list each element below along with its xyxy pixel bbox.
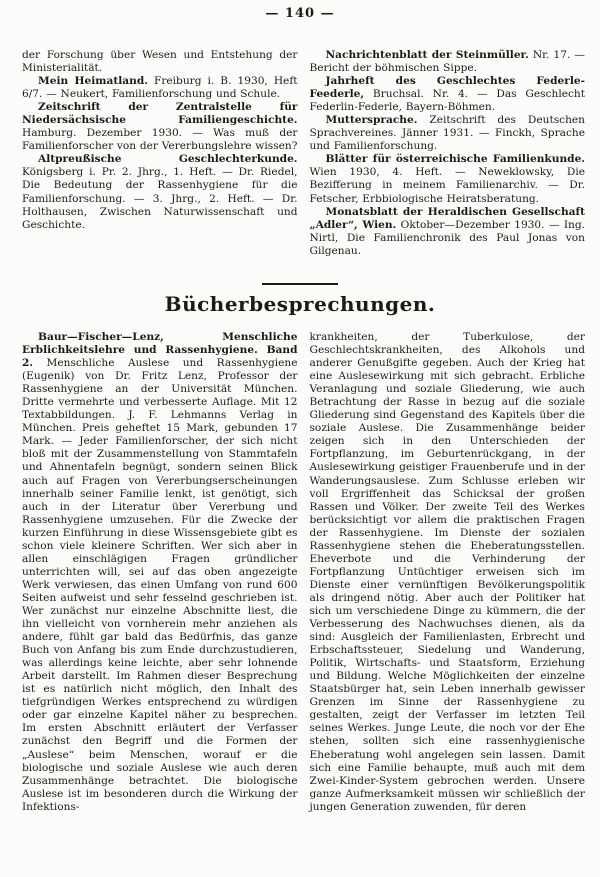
bibliography-entry [22, 101, 298, 153]
bibliography-entry [310, 206, 586, 258]
page-number: — 140 — [265, 6, 335, 21]
bibliography-entry [22, 49, 298, 75]
bibliography-entry [310, 153, 586, 205]
entry-title: Altpreußische Geschlechterkunde. [38, 153, 298, 166]
entry-text: Wien 1930, 4. Heft. — Neweklowsky, Die Bezifferung in meinem Familienarchiv. — Dr. Fetscher, Erbbiologische Heiratsberatung. [309, 166, 585, 205]
bibliography-entry [310, 49, 586, 75]
entry-title: Jahrheft des Geschlechtes Federle-Feederle, [309, 75, 585, 101]
entry-title: Nachrichtenblatt der Steinmüller. [325, 49, 529, 61]
review-title: Baur—Fischer—Lenz, Menschliche Erblichkeitslehre und Rassenhygiene. Band 2. [22, 331, 298, 370]
entry-text: Freiburg i. B. 1930, Heft 6/7. — Neukert, Familienforschung und Schule. [22, 75, 298, 101]
bibliography-entry [22, 75, 298, 101]
entry-text: Nr. 17. — Bericht der böhmischen Sippe. [309, 49, 585, 75]
entry-title: Monatsblatt der Heraldischen Gesellschaft „Adler“, Wien. [309, 205, 585, 231]
review-text-left: Menschliche Auslese und Rassenhygiene (Eugenik) von Dr. Fritz Lenz, Professor der Rassenhygiene an der Universität München. Dritte vermehrte und verbesserte Auflage. Mit 12 Textabbildungen. J. F. Lehmanns Verlag in München. Preis geheftet 15 Mark, gebunden 17 Mark. — Jeder Familienforscher, der sich nicht bloß mit der Zusammenstellung von Stammtafeln und Ahnentafeln begnügt, sondern seinen Blick auch auf Fragen von Vererbungserscheinungen innerhalb seiner Familie lenkt, ist genötigt, sich auch in der Literatur über Vererbung und Rassenhygiene umzusehen. Für die Zwecke der kurzen Einführung in diese Wissensgebiete gibt es schon viele kleinere Schriften. Wer sich aber in allen einschlägigen Fragen gründlicher unterrichten will, sei auf das oben angezeigte Werk verwiesen, das einen Umfang von rund 600 Seiten aufweist und sehr fesselnd geschrieben ist. Wer zunächst nur einzelne Abschnitte liest, die ihn vielleicht von vornherein mehr anziehen als andere, fühlt gar bald das Bedürfnis, das ganze Buch von Anfang bis zum Ende durchzustudieren, was allerdings keine leichte, aber sehr lohnende Arbeit darstellt. Im Rahmen dieser Besprechung ist es natürlich nicht möglich, den Inhalt des tiefgründigen Werkes entsprechend zu würdigen oder gar einzelne Kapitel näher zu besprechen. Im ersten Abschnitt erläutert der Verfasser zunächst den Begriff und die Formen der „Auslese“ beim Menschen, worauf er die biologische und soziale Auslese wie auch deren Zusammenhänge betrachtet. Die biologische Auslese ist im besonderen durch die Wirkung der Infektions- [22, 357, 298, 813]
entry-title: Blätter für österreichische Familienkunde. [325, 153, 585, 166]
entry-text: Königsberg i. Pr. 2. Jhrg., 1. Heft. — Dr. Riedel, Die Bedeutung der Rassenhygiene für die Familienforschung. — 3. Jhrg., 2. Heft. — Dr. Holthausen, Zwischen Naturwissenschaft und Geschichte. [22, 166, 298, 231]
review-text-right: krankheiten, der Tuberkulose, der Geschlechtskrankheiten, des Alkohols und anderer Genußgifte gegeben. Auch der Krieg hat eine Auslesewirkung mit sich gebracht. Erbliche Veranlagung und soziale Gliederung, wie auch Betrachtung der Rasse in bezug auf die soziale Gliederung sind Gegenstand des Kapitels über die soziale Auslese. Die Zusammenhänge beider zeigen sich in den Unterschieden der Fortpflanzung, im Geburtenrückgang, in der Auslesewirkung geistiger Frauenberufe und in der Wanderungsauslese. Zum Schlusse erleben wir voll Ergriffenheit das Schicksal der großen Rassen und Völker. Der zweite Teil des Werkes berücksichtigt vor allem die praktischen Fragen der Rassenhygiene. Im Dienste der sozialen Rassenhygiene stehen die Eheberatungsstellen. Eheverbote und die Verhinderung der Fortpflanzung Untüchtiger erweisen sich im Dienste einer vernünftigen Bevölkerungspolitik als dringend nötig. Aber auch der Politiker hat sich um verschiedene Dinge zu kümmern, die der Verbesserung des Nachwuchses dienen, als da sind: Ausgleich der Familienlasten, Erbrecht und Erbschaftssteuer, Siedelung und Wanderung, Politik, Wirtschafts- und Staatsform, Erziehung und Bildung. Welche Möglichkeiten der einzelne Staatsbürger hat, sein Leben innerhalb gewisser Grenzen im Sinne der Rassenhygiene zu gestalten, zeigt der Verfasser im letzten Teil seines Werkes. Junge Leute, die noch vor der Ehe stehen, sollten sich eine rassenhygienische Eheberatung wohl angelegen sein lassen. Damit sich eine Familie behaupte, muß auch mit dem Zwei-Kinder-System gebrochen werden. Unsere ganze Aufmerksamkeit müssen wir schließlich der jungen Generation zuwenden, für deren [309, 331, 585, 813]
bibliography-left-column [22, 49, 298, 258]
entry-title: Zeitschrift der Zentralstelle für Niedersächsische Familiengeschichte. [22, 101, 298, 127]
bibliography-section [22, 49, 585, 258]
entry-title: Mein Heimatland. [38, 75, 148, 88]
bibliography-entry [310, 75, 586, 114]
review-section [22, 331, 585, 877]
entry-text: Zeitschrift des Deutschen Sprachvereines. Jänner 1931. — Finckh, Sprache und Familienforschung. [309, 114, 585, 153]
entry-text: Hamburg. Dezember 1930. — Was muß der Familienforscher von der Vererbungslehre wissen? [22, 127, 298, 153]
section-divider [262, 283, 338, 285]
entry-title: Muttersprache. [325, 114, 418, 127]
entry-text: Bruchsal. Nr. 4. — Das Geschlecht Federlin-Federle, Bayern-Böhmen. [309, 88, 585, 114]
bibliography-entry [310, 114, 586, 153]
entry-text: der Forschung über Wesen und Entstehung der Ministerialität. [22, 49, 298, 75]
review-paragraph [22, 331, 298, 814]
review-left-column [22, 331, 298, 877]
review-paragraph [310, 331, 586, 814]
section-heading: Bücherbesprechungen. [164, 292, 436, 316]
review-right-column [310, 331, 586, 877]
entry-text: Oktober—Dezember 1930. — Ing. Nirtl, Die Familienchronik des Paul Jonas von Gilgenau. [309, 218, 585, 257]
bibliography-right-column [310, 49, 586, 258]
bibliography-entry [22, 153, 298, 231]
